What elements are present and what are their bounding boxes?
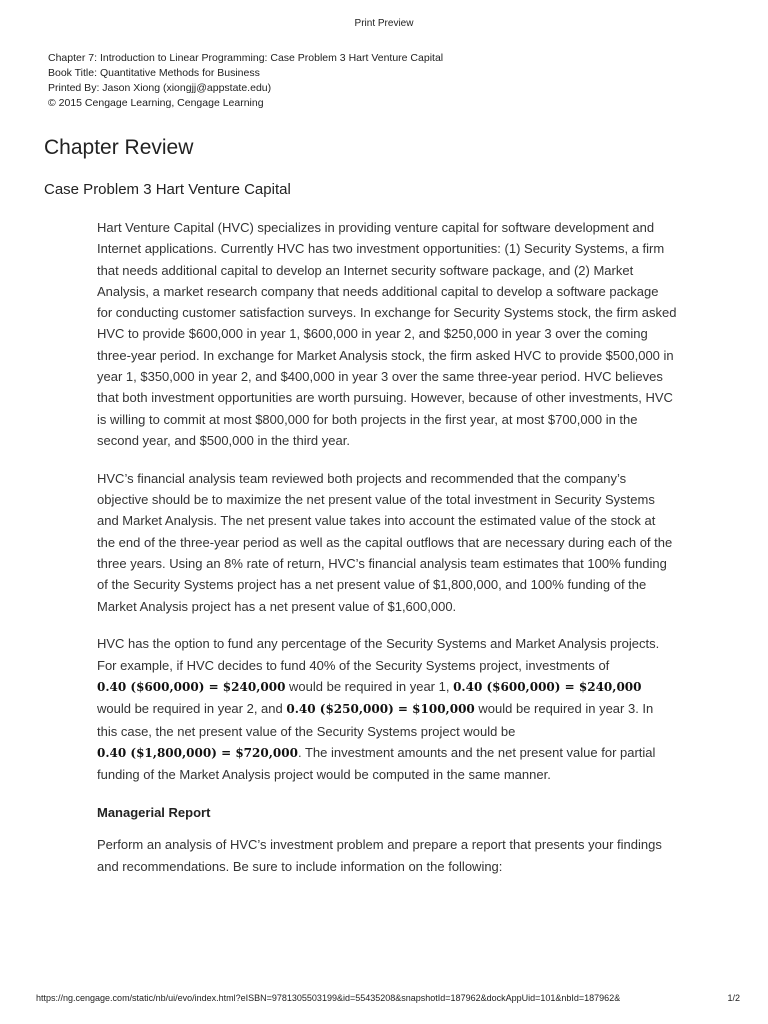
case-content <box>97 217 677 893</box>
chapter-title: Chapter Review <box>44 136 194 159</box>
math-expression-4: 0.40 ($1,800,000) = $720,000 <box>97 745 298 760</box>
print-footer <box>36 993 740 1003</box>
example-text-1: HVC has the option to fund any percentage of the Security Systems and Market Analysis projects. For example, if HVC decides to fund 40% of the Security Systems project, investments of <box>97 636 660 673</box>
paragraph-example <box>97 633 677 785</box>
managerial-report-text: Perform an analysis of HVC’s investment problem and prepare a report that presents your findings and recommendations. Be sure to include information on the following: <box>97 837 662 874</box>
meta-copyright: © 2015 Cengage Learning, Cengage Learning <box>48 97 264 109</box>
meta-book-title: Book Title: Quantitative Methods for Business <box>48 67 260 79</box>
math-expression-2: 0.40 ($600,000) = $240,000 <box>453 679 642 694</box>
document-meta <box>48 51 443 111</box>
paragraph-intro: Hart Venture Capital (HVC) specializes in providing venture capital for software development and Internet applications. Currently HVC has two investment opportunities: (1) Security Systems, a firm that needs additional capital to develop an Internet security software package, and (2) Market Analysis, a market research company that needs additional capital to develop a software package for conducting customer satisfaction surveys. In exchange for Security Systems stock, the firm asked HVC to provide $600,000 in year 1, $600,000 in year 2, and $250,000 in year 3 over the coming three-year period. In exchange for Market Analysis stock, the firm asked HVC to provide $500,000 in year 1, $350,000 in year 2, and $400,000 in year 3 over the same three-year period. HVC believes that both investment opportunities are worth pursuing. However, because of other investments, HVC is willing to commit at most $800,000 for both projects in the first year, at most $700,000 in the second year, and $500,000 in the third year. <box>97 220 677 448</box>
meta-printed-by: Printed By: Jason Xiong (xiongjj@appstate.edu) <box>48 82 272 94</box>
page-url[interactable]: https://ng.cengage.com/static/nb/ui/evo/index.html?eISBN=9781305503199&id=55435208&snapshotId=187962&dockAppUid=101&nbId=187962& <box>36 993 621 1003</box>
example-text-3: would be required in year 2, and <box>97 701 287 717</box>
managerial-report-heading: Managerial Report <box>97 804 211 820</box>
page-number: 1/2 <box>727 993 740 1003</box>
example-text-4: would be required in year 3. In this case, the net present value of the Security Systems project would be <box>97 701 654 739</box>
paragraph-analysis: HVC’s financial analysis team reviewed both projects and recommended that the company’s objective should be to maximize the net present value of the total investment in Security Systems and Market Analysis. The net present value takes into account the estimated value of the stock at the end of the three-year period as well as the capital outflows that are necessary during each of the three years. Using an 8% rate of return, HVC’s financial analysis team estimates that 100% funding of the Security Systems project has a net present value of $1,800,000, and 100% funding of the Market Analysis project has a net present value of $1,600,000. <box>97 470 673 614</box>
print-preview-title: Print Preview <box>354 18 414 29</box>
example-text-2: would be required in year 1, <box>285 678 454 694</box>
math-expression-3: 0.40 ($250,000) = $100,000 <box>286 702 475 717</box>
math-expression-1: 0.40 ($600,000) = $240,000 <box>97 679 286 694</box>
example-text-5: . The investment amounts and the net present value for partial funding of the Market Analysis project would be computed in the same manner. <box>97 744 656 783</box>
case-title: Case Problem 3 Hart Venture Capital <box>44 181 291 198</box>
meta-chapter: Chapter 7: Introduction to Linear Programming: Case Problem 3 Hart Venture Capital <box>48 52 444 64</box>
